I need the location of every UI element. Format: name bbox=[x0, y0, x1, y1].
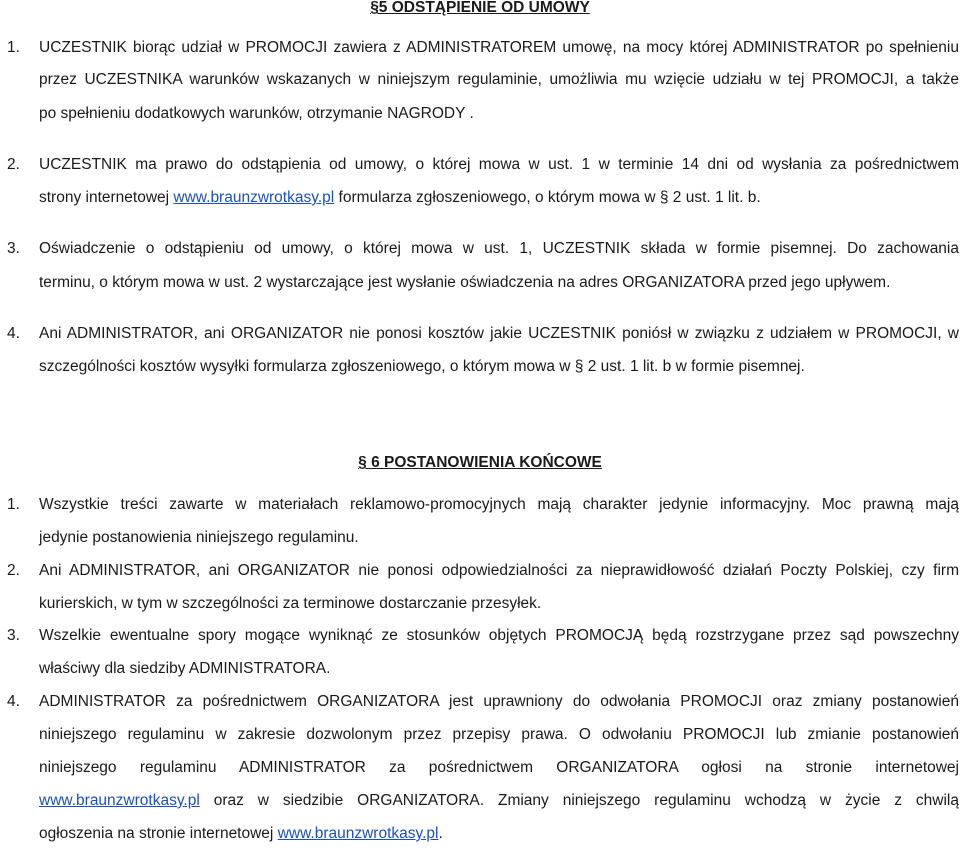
paragraph-line: ADMINISTRATOR za pośrednictwem ORGANIZATORA jest uprawniony do odwołania PROMOCJI oraz zmiany postanowień bbox=[39, 693, 959, 710]
paragraph-line: właściwy dla siedziby ADMINISTRATORA. bbox=[39, 660, 331, 677]
item-number: 1. bbox=[7, 39, 20, 56]
item-number: 4. bbox=[7, 693, 20, 710]
website-link[interactable]: www.braunzwrotkasy.pl bbox=[173, 189, 335, 206]
paragraph-line: Ani ADMINISTRATOR, ani ORGANIZATOR nie ponosi odpowiedzialności za nieprawidłowość działań Poczty Polskiej, czy firm bbox=[39, 562, 959, 579]
section-6-title: § 6 POSTANOWIENIA KOŃCOWE bbox=[358, 454, 602, 471]
website-link[interactable]: www.braunzwrotkasy.pl bbox=[39, 792, 200, 809]
paragraph-line: niniejszego regulaminu ADMINISTRATOR za pośrednictwem ORGANIZATORA ogłosi na stronie internetowej bbox=[39, 759, 959, 776]
paragraph-line: niniejszego regulaminu w zakresie dozwolonym przez przepisy prawa. O odwołaniu PROMOCJI lub zmianie postanowień bbox=[39, 726, 959, 743]
paragraph-line: jedynie postanowienia niniejszego regulaminu. bbox=[39, 529, 359, 546]
item-number: 1. bbox=[7, 496, 20, 513]
line-text: formularza zgłoszeniowego, o którym mowa w § 2 ust. 1 lit. b. bbox=[334, 189, 761, 206]
paragraph-line bbox=[39, 189, 761, 207]
item-number: 2. bbox=[7, 562, 20, 579]
paragraph-line: po spełnieniu dodatkowych warunków, otrzymanie NAGRODY . bbox=[39, 105, 474, 122]
paragraph-line: Wszelkie ewentualne spory mogące wyniknąć ze stosunków objętych PROMOCJĄ będą rozstrzygane przez sąd powszechny bbox=[39, 627, 959, 644]
paragraph-line: kurierskich, w tym w szczególności za terminowe dostarczanie przesyłek. bbox=[39, 595, 542, 612]
paragraph-line: UCZESTNIK biorąc udział w PROMOCJI zawiera z ADMINISTRATOREM umowę, na mocy której ADMINISTRATOR po spełnieniu bbox=[39, 39, 959, 56]
line-text: strony internetowej bbox=[39, 189, 174, 206]
paragraph-line: Wszystkie treści zawarte w materiałach reklamowo-promocyjnych mają charakter jedynie informacyjny. Moc prawną mają bbox=[39, 496, 959, 513]
section-5-title: §5 ODSTĄPIENIE OD UMOWY bbox=[370, 0, 590, 16]
line-text: oraz w siedzibie ORGANIZATORA. Zmiany niniejszego regulaminu wchodzą w życie z chwilą bbox=[199, 792, 959, 809]
paragraph-line: szczególności kosztów wysyłki formularza zgłoszeniowego, o którym mowa w § 2 ust. 1 lit. b w formie pisemnej. bbox=[39, 358, 805, 375]
paragraph-line: terminu, o którym mowa w ust. 2 wystarczające jest wysłanie oświadczenia na adres ORGANIZATORA przed jego upływem. bbox=[39, 274, 891, 291]
paragraph-line: Ani ADMINISTRATOR, ani ORGANIZATOR nie ponosi kosztów jakie UCZESTNIK poniósł w związku z udziałem w PROMOCJI, w bbox=[39, 325, 959, 342]
paragraph-line: UCZESTNIK ma prawo do odstąpienia od umowy, o której mowa w ust. 1 w terminie 14 dni od wysłania za pośrednictwem bbox=[39, 156, 959, 173]
paragraph-line: przez UCZESTNIKA warunków wskazanych w niniejszym regulaminie, umożliwia mu wzięcie udziału w tej PROMOCJI, a także bbox=[39, 71, 959, 88]
website-link[interactable]: www.braunzwrotkasy.pl bbox=[277, 825, 439, 842]
line-text: ogłoszenia na stronie internetowej bbox=[39, 825, 278, 842]
item-number: 4. bbox=[7, 325, 20, 342]
paragraph-line: Oświadczenie o odstąpieniu od umowy, o której mowa w ust. 1, UCZESTNIK składa w formie pisemnej. Do zachowania bbox=[39, 240, 959, 257]
item-number: 3. bbox=[7, 627, 20, 644]
item-number: 3. bbox=[7, 240, 20, 257]
paragraph-line bbox=[39, 792, 959, 812]
item-number: 2. bbox=[7, 156, 20, 173]
paragraph-line bbox=[39, 825, 443, 843]
line-text: . bbox=[438, 825, 443, 842]
